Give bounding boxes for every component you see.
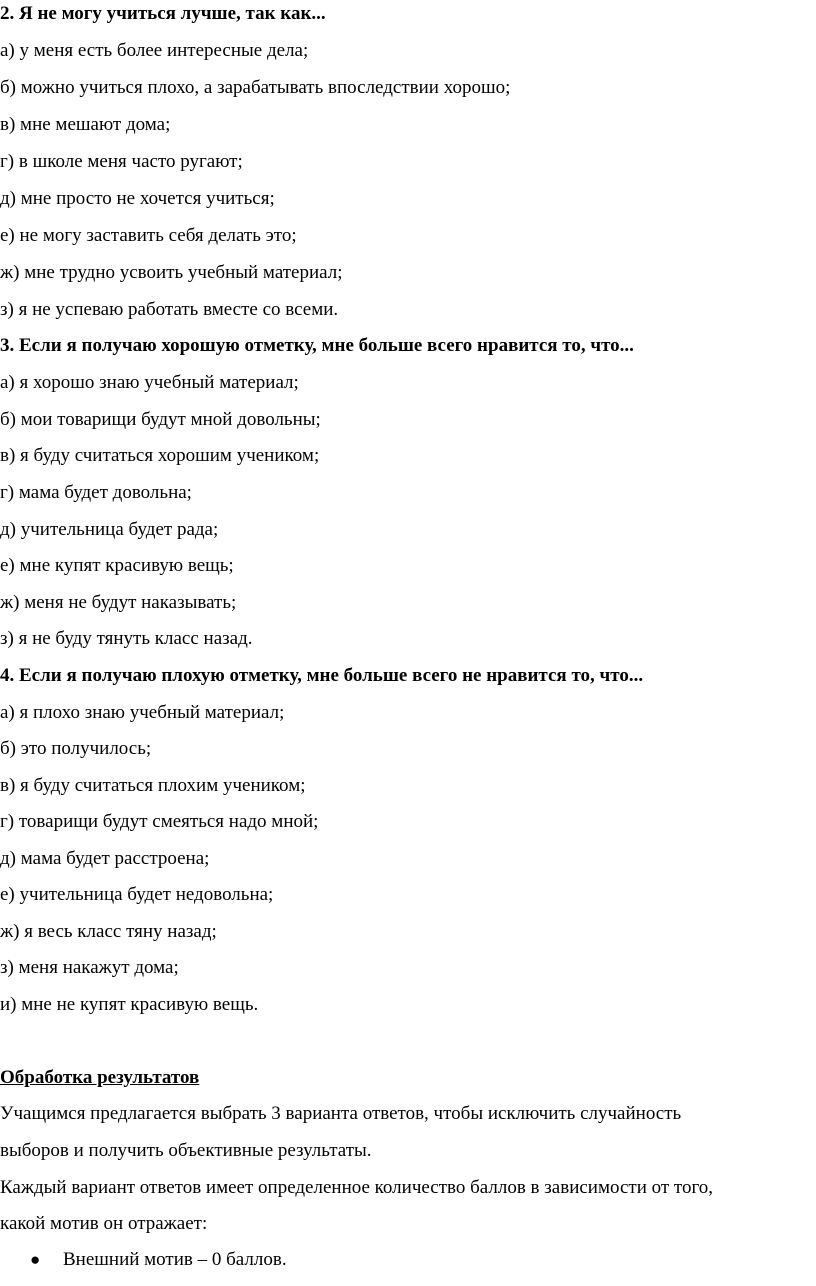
question-2-title: 2. Я не могу учиться лучше, так как...: [0, 3, 326, 24]
processing-heading: Обработка результатов: [0, 1067, 200, 1088]
bullet-icon: ●: [30, 1250, 41, 1269]
question-3-option-b: б) мои товарищи будут мной довольны;: [0, 409, 321, 430]
question-4-option-v: в) я буду считаться плохим учеником;: [0, 775, 306, 796]
question-2-option-v: в) мне мешают дома;: [0, 114, 171, 135]
question-4-option-a: а) я плохо знаю учебный материал;: [0, 702, 285, 723]
question-2-option-b: б) можно учиться плохо, а зарабатывать впоследствии хорошо;: [0, 77, 511, 98]
question-3-option-z: з) я не буду тянуть класс назад.: [0, 628, 253, 649]
question-3-option-d: д) учительница будет рада;: [0, 519, 219, 540]
processing-bullet-1: Внешний мотив – 0 баллов.: [63, 1249, 287, 1270]
question-2-option-a: а) у меня есть более интересные дела;: [0, 40, 309, 61]
question-2-option-d: д) мне просто не хочется учиться;: [0, 188, 275, 209]
question-3-option-zh: ж) меня не будут наказывать;: [0, 592, 237, 613]
processing-paragraph-1-line-2: выборов и получить объективные результаты.: [0, 1140, 372, 1161]
processing-paragraph-2-line-2: какой мотив он отражает:: [0, 1213, 208, 1234]
question-2-option-zh: ж) мне трудно усвоить учебный материал;: [0, 262, 343, 283]
question-3-option-g: г) мама будет довольна;: [0, 482, 192, 503]
question-4-option-g: г) товарищи будут смеяться надо мной;: [0, 811, 319, 832]
question-4-option-d: д) мама будет расстроена;: [0, 848, 210, 869]
question-4-option-zh: ж) я весь класс тяну назад;: [0, 921, 217, 942]
question-3-option-e: е) мне купят красивую вещь;: [0, 555, 234, 576]
question-2-option-e: е) не могу заставить себя делать это;: [0, 225, 297, 246]
question-4-option-z: з) меня накажут дома;: [0, 957, 179, 978]
processing-paragraph-2-line-1: Каждый вариант ответов имеет определенное количество баллов в зависимости от того,: [0, 1177, 714, 1198]
question-2-option-g: г) в школе меня часто ругают;: [0, 151, 243, 172]
question-3-option-a: а) я хорошо знаю учебный материал;: [0, 372, 299, 393]
question-4-option-b: б) это получилось;: [0, 738, 152, 759]
processing-paragraph-1-line-1: Учащимся предлагается выбрать 3 варианта ответов, чтобы исключить случайность: [0, 1103, 682, 1124]
question-4-option-e: е) учительница будет недовольна;: [0, 884, 274, 905]
question-2-option-z: з) я не успеваю работать вместе со всеми.: [0, 299, 339, 320]
question-3-option-v: в) я буду считаться хорошим учеником;: [0, 445, 320, 466]
question-3-title: 3. Если я получаю хорошую отметку, мне больше всего нравится то, что...: [0, 335, 634, 356]
question-4-option-i: и) мне не купят красивую вещь.: [0, 994, 259, 1015]
question-4-title: 4. Если я получаю плохую отметку, мне больше всего не нравится то, что...: [0, 665, 644, 686]
